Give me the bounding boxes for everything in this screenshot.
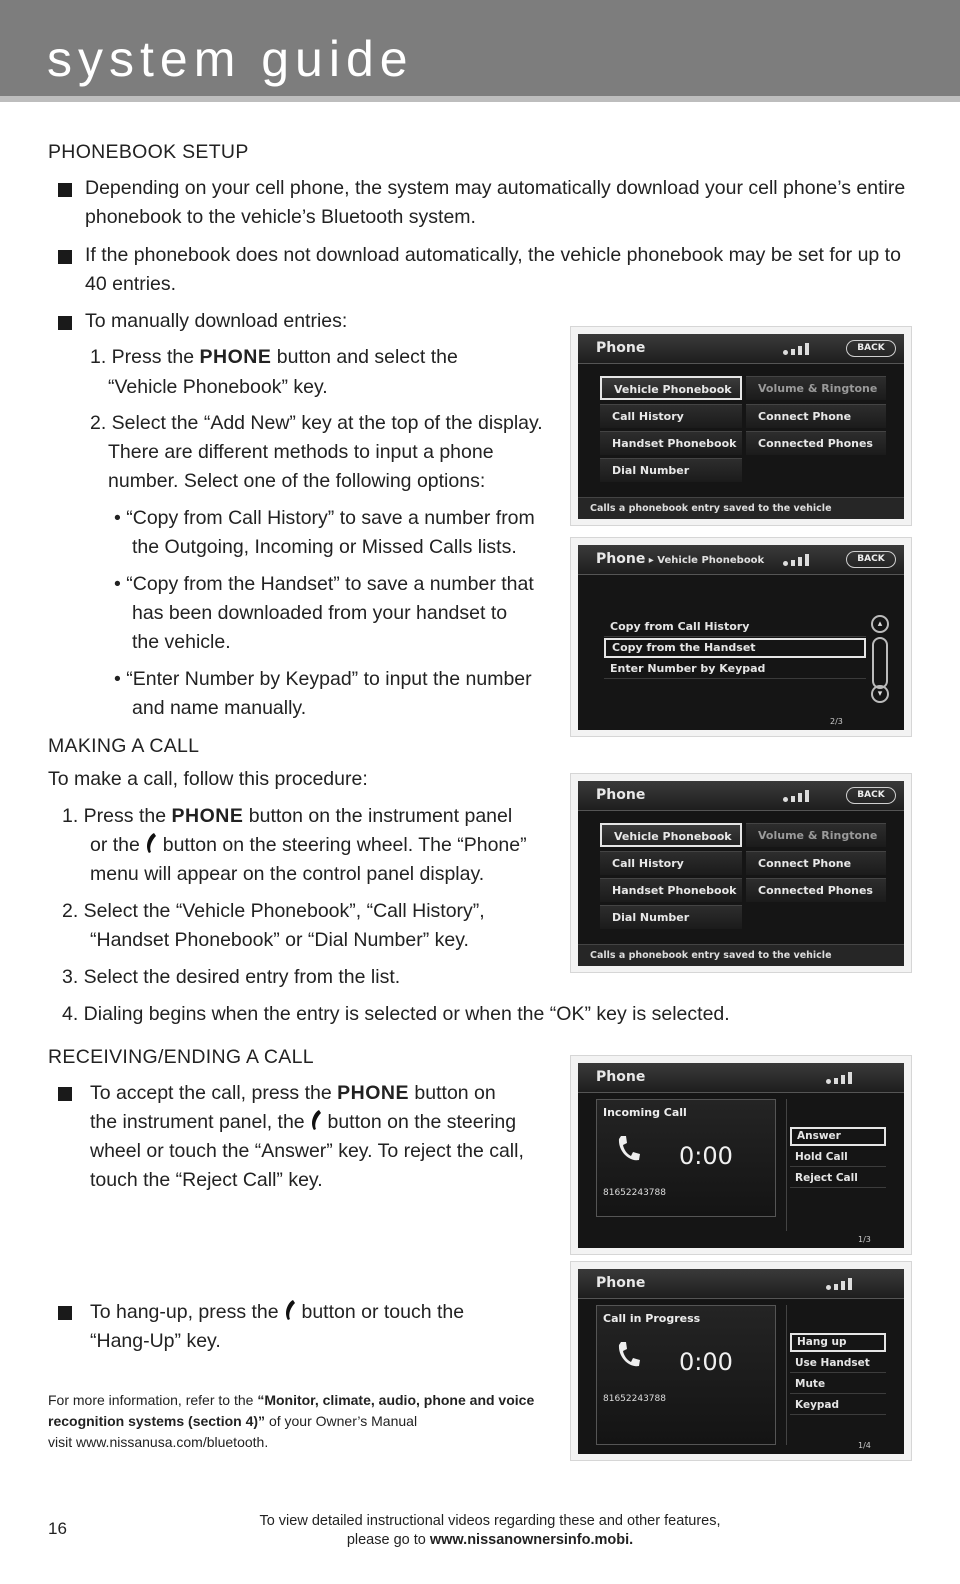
phonebook-step-2-l1: 2. Select the “Add New” key at the top of the display.: [90, 412, 543, 434]
footer-line-2: [190, 1531, 790, 1550]
receiving-accept-l2: [90, 1108, 516, 1137]
step-text: the instrument panel, the: [90, 1111, 305, 1133]
call-timer: 0:00: [679, 1348, 733, 1376]
footnote-text: For more information, refer to the: [48, 1392, 254, 1408]
receiving-call-heading: RECEIVING/ENDING A CALL: [48, 1046, 314, 1068]
step-text: button and select the: [276, 346, 458, 368]
vehicle-phonebook-button[interactable]: Vehicle Phonebook: [600, 823, 742, 847]
step-text: 1. Press the: [62, 805, 167, 827]
making-step-1-l2: [90, 831, 527, 860]
hold-call-button[interactable]: Hold Call: [790, 1148, 886, 1167]
step-text: To accept the call, press the: [90, 1082, 332, 1104]
phonebook-step-2-l2: There are different methods to input a phone: [108, 441, 494, 463]
screenshot-frame-incoming-call: [570, 1055, 912, 1255]
option-copy-handset-l3: the vehicle.: [132, 631, 231, 653]
phone-menu-screen: [578, 334, 904, 519]
square-bullet-icon: [58, 250, 72, 264]
phonebook-step-1-l2: “Vehicle Phonebook” key.: [108, 376, 328, 398]
caller-number: 81652243788: [603, 1188, 666, 1198]
screenshot-frame-phone-menu-2: [570, 773, 912, 973]
footer-text: please go to: [346, 1532, 426, 1548]
screen-breadcrumb: Vehicle Phonebook: [657, 555, 765, 566]
phonebook-bullet-auto: Depending on your cell phone, the system may automatically download your cell phone’s entire phonebook to the vehicle’s Bluetooth system.: [85, 177, 906, 228]
screen-title-bar: [578, 545, 904, 575]
making-step-1-l3: menu will appear on the control panel display.: [90, 863, 485, 885]
option-copy-handset-l1: • “Copy from the Handset” to save a number that: [114, 573, 534, 595]
footer-link[interactable]: www.nissanownersinfo.mobi.: [429, 1532, 634, 1548]
call-status-label: Incoming Call: [603, 1106, 687, 1119]
step-text: button on the steering wheel. The “Phone”: [162, 834, 527, 856]
handset-icon: [615, 1134, 641, 1164]
use-handset-button[interactable]: Use Handset: [790, 1354, 886, 1373]
screen-title: Phone: [596, 340, 646, 356]
option-copy-call-history-l1: • “Copy from Call History” to save a number from: [114, 507, 535, 529]
phonebook-setup-heading: PHONEBOOK SETUP: [48, 141, 249, 163]
header-bar: [0, 0, 960, 96]
making-step-2-l2: “Handset Phonebook” or “Dial Number” key.: [90, 929, 469, 951]
steering-phone-icon: [145, 832, 157, 854]
copy-handset-item[interactable]: Copy from the Handset: [604, 638, 866, 658]
scroll-up-icon[interactable]: ▴: [871, 615, 889, 633]
receiving-accept-l3: wheel or touch the “Answer” key. To reject the call,: [90, 1140, 524, 1162]
square-bullet-icon: [58, 316, 72, 330]
phonebook-bullet-download: To manually download entries:: [85, 310, 348, 332]
option-enter-keypad-l2: and name manually.: [132, 697, 307, 719]
square-bullet-icon: [58, 183, 72, 197]
answer-button[interactable]: Answer: [790, 1127, 886, 1146]
vehicle-phonebook-screen: [578, 545, 904, 730]
screen-title-bar: [578, 781, 904, 811]
page-indicator: 2/3: [830, 717, 843, 726]
caller-number: 81652243788: [603, 1394, 666, 1404]
call-status-label: Call in Progress: [603, 1312, 701, 1325]
mute-button[interactable]: Mute: [790, 1375, 886, 1394]
call-info-panel: [596, 1305, 776, 1445]
screen-title-bar: [578, 1063, 904, 1093]
footnote-text: of your Owner’s Manual: [268, 1413, 418, 1429]
enter-keypad-item[interactable]: Enter Number by Keypad: [604, 659, 866, 679]
square-bullet-icon: [58, 1306, 72, 1320]
option-copy-handset-l2: has been downloaded from your handset to: [132, 602, 508, 624]
handset-phonebook-button[interactable]: Handset Phonebook: [600, 878, 742, 902]
page-indicator: 1/3: [858, 1235, 871, 1244]
signal-status-icon: [826, 1072, 852, 1084]
call-in-progress-screen: [578, 1269, 904, 1454]
footer-line-1: To view detailed instructional videos regarding these and other features,: [259, 1513, 721, 1529]
receiving-accept-l1: [90, 1079, 496, 1108]
page-number: 16: [48, 1519, 67, 1538]
dial-number-button[interactable]: Dial Number: [600, 905, 742, 929]
call-history-button[interactable]: Call History: [600, 404, 742, 428]
handset-phonebook-button[interactable]: Handset Phonebook: [600, 431, 742, 455]
screen-title: Phone: [596, 1275, 646, 1291]
step-text: or the: [90, 834, 140, 856]
phonebook-bullet-manual-l1: If the phonebook does not download automatically, the vehicle phonebook may be set for up to: [85, 244, 901, 266]
call-info-panel: [596, 1099, 776, 1217]
scrollbar[interactable]: [872, 637, 888, 689]
reject-call-button[interactable]: Reject Call: [790, 1169, 886, 1188]
screen-info-bar: Calls a phonebook entry saved to the vehicle: [578, 944, 904, 966]
step-text: To hang-up, press the: [90, 1301, 279, 1323]
connect-phone-button[interactable]: Connect Phone: [746, 851, 886, 875]
volume-ringtone-button[interactable]: Volume & Ringtone: [746, 823, 886, 847]
volume-ringtone-button[interactable]: Volume & Ringtone: [746, 376, 886, 400]
header-divider: [0, 96, 960, 102]
vehicle-phonebook-button[interactable]: Vehicle Phonebook: [600, 376, 742, 400]
step-text: button on: [414, 1082, 496, 1104]
signal-status-icon: [826, 1278, 852, 1290]
scroll-down-icon[interactable]: ▾: [871, 685, 889, 703]
square-bullet-icon: [58, 1087, 72, 1101]
screen-title-bar: [578, 334, 904, 364]
connect-phone-button[interactable]: Connect Phone: [746, 404, 886, 428]
phonebook-step-1: [90, 343, 458, 372]
footnote: [48, 1390, 548, 1453]
receiving-hangup-l1: [90, 1298, 464, 1327]
hang-up-button[interactable]: Hang up: [790, 1333, 886, 1352]
back-button[interactable]: BACK: [846, 787, 896, 804]
making-step-3: 3. Select the desired entry from the list.: [62, 966, 401, 988]
phone-keyword: PHONE: [337, 1082, 409, 1104]
breadcrumb-arrow-icon: ▸: [645, 555, 658, 566]
connected-phones-button[interactable]: Connected Phones: [746, 431, 886, 455]
making-call-intro: To make a call, follow this procedure:: [48, 768, 368, 790]
making-step-1: [62, 802, 512, 831]
screen-title-bar: [578, 1269, 904, 1299]
back-button[interactable]: BACK: [846, 551, 896, 568]
phonebook-bullet-manual-l2: 40 entries.: [85, 273, 177, 295]
copy-call-history-item[interactable]: Copy from Call History: [604, 617, 866, 637]
signal-status-icon: [783, 343, 809, 355]
screen-title: [596, 551, 764, 567]
making-step-2-l1: 2. Select the “Vehicle Phonebook”, “Call History”,: [62, 900, 485, 922]
step-text: button on the instrument panel: [248, 805, 513, 827]
screenshot-frame-call-in-progress: [570, 1261, 912, 1461]
call-history-button[interactable]: Call History: [600, 851, 742, 875]
screenshot-frame-phone-menu: [570, 326, 912, 526]
footnote-section-ref: “Monitor, climate, audio, phone and voice recognition systems (section 4)”: [48, 1392, 535, 1429]
screenshot-frame-vehicle-phonebook: [570, 537, 912, 737]
footnote-url: visit www.nissanusa.com/bluetooth.: [48, 1434, 269, 1450]
page-title: system guide: [47, 31, 414, 87]
step-text: button or touch the: [301, 1301, 465, 1323]
keypad-button[interactable]: Keypad: [790, 1396, 886, 1415]
connected-phones-button[interactable]: Connected Phones: [746, 878, 886, 902]
back-button[interactable]: BACK: [846, 340, 896, 357]
step-text: button on the steering: [327, 1111, 517, 1133]
option-enter-keypad-l1: • “Enter Number by Keypad” to input the number: [114, 668, 532, 690]
signal-status-icon: [783, 790, 809, 802]
screen-title: Phone: [596, 787, 646, 803]
making-call-heading: MAKING A CALL: [48, 735, 200, 757]
screen-info-bar: Calls a phonebook entry saved to the vehicle: [578, 497, 904, 519]
signal-status-icon: [783, 554, 809, 566]
making-step-4: 4. Dialing begins when the entry is selected or when the “OK” key is selected.: [62, 1003, 730, 1025]
incoming-call-screen: [578, 1063, 904, 1248]
footer-note: [190, 1512, 790, 1550]
phone-menu-screen: [578, 781, 904, 966]
phone-keyword: PHONE: [199, 346, 272, 368]
page-indicator: 1/4: [858, 1441, 871, 1450]
handset-icon: [615, 1340, 641, 1370]
dial-number-button[interactable]: Dial Number: [600, 458, 742, 482]
step-text: 1. Press the: [90, 346, 195, 368]
steering-phone-icon: [310, 1109, 322, 1131]
phonebook-step-2-l3: number. Select one of the following options:: [108, 470, 486, 492]
steering-phone-icon: [284, 1299, 296, 1321]
receiving-accept-l4: touch the “Reject Call” key.: [90, 1169, 323, 1191]
option-copy-call-history-l2: the Outgoing, Incoming or Missed Calls lists.: [132, 536, 517, 558]
screen-title: Phone: [596, 1069, 646, 1085]
receiving-hangup-l2: “Hang-Up” key.: [90, 1330, 221, 1352]
phone-keyword: PHONE: [171, 805, 244, 827]
screen-title-main: Phone: [596, 551, 646, 567]
call-timer: 0:00: [679, 1142, 733, 1170]
